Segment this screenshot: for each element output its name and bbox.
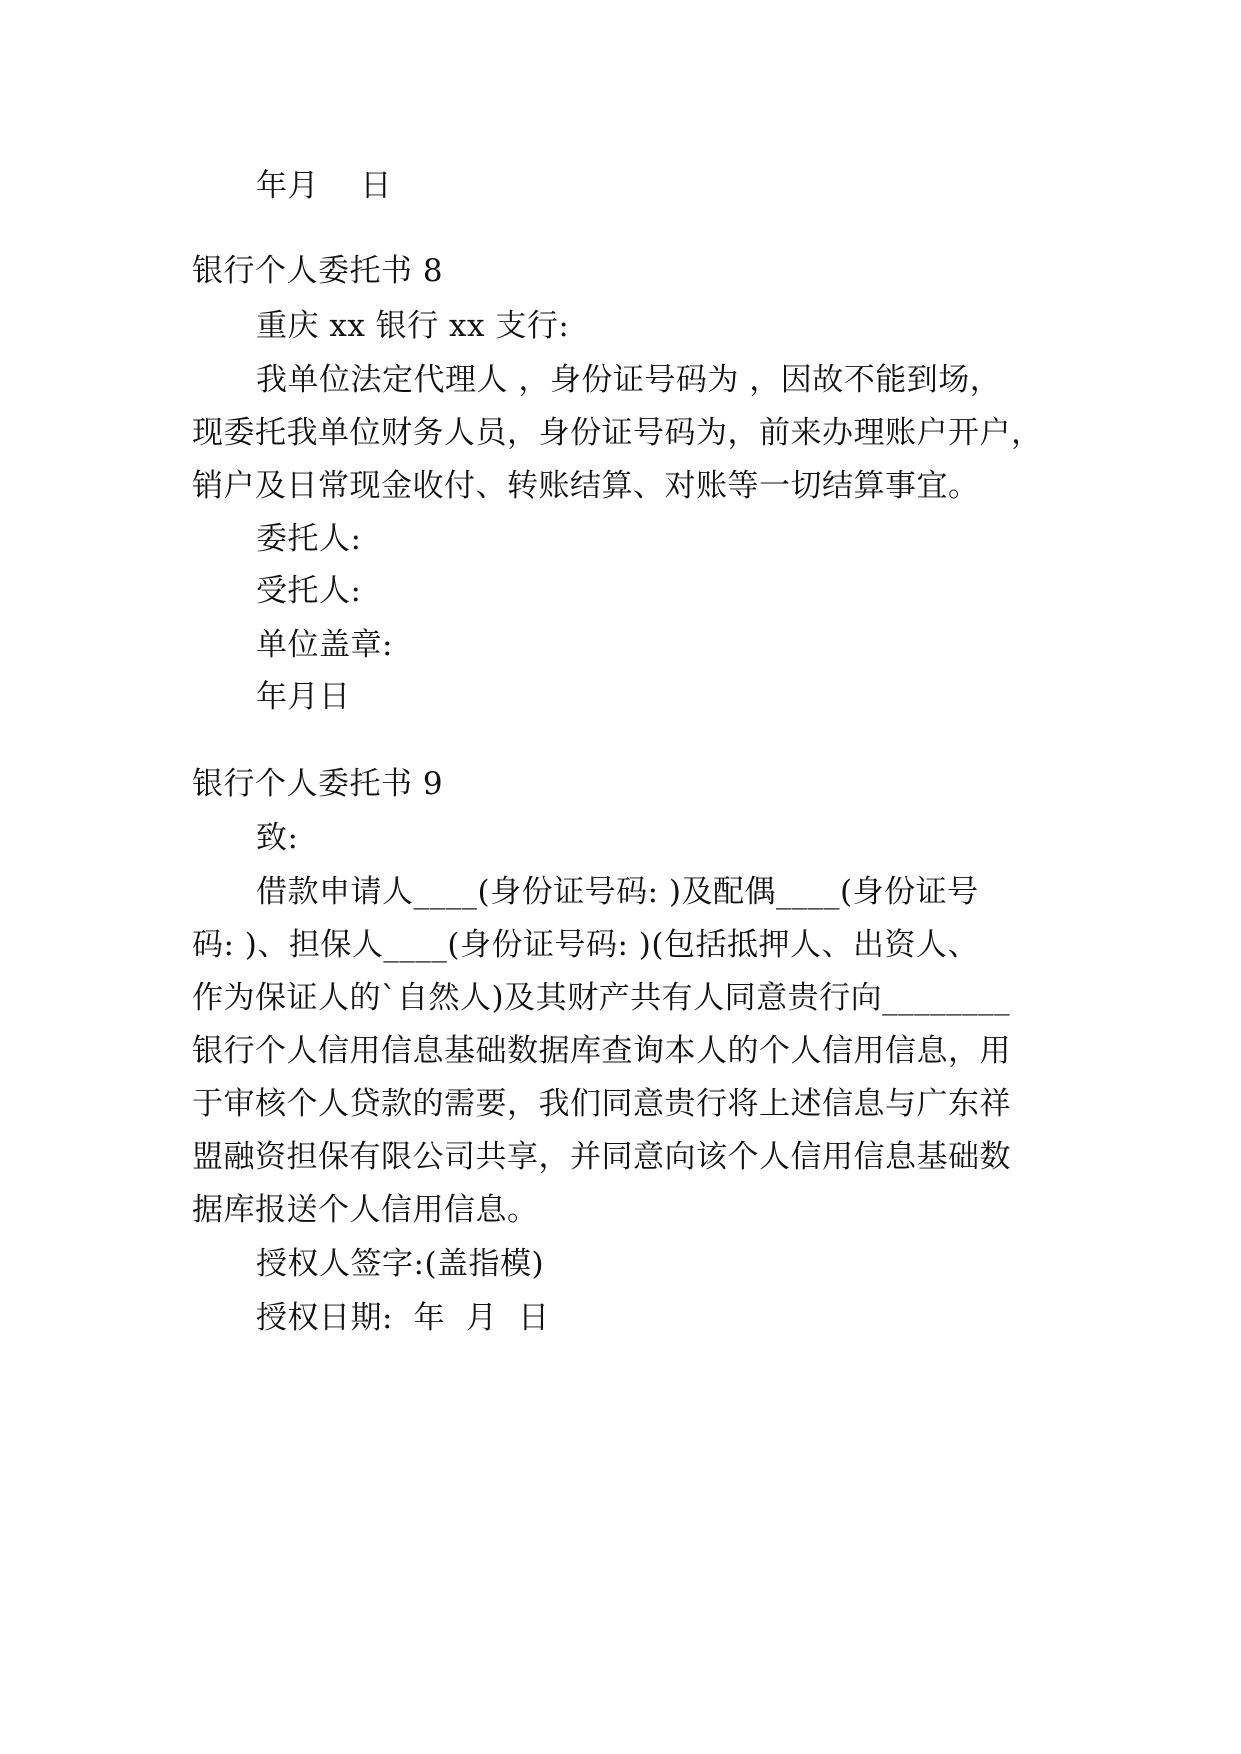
section8-addressee: 重庆 xx 银行 xx 支行: [256, 308, 570, 344]
section8-seal-field: 单位盖章: [256, 627, 393, 663]
section8-body-line-2: 现委托我单位财务人员，身份证号码为，前来办理账户开户， [192, 415, 1043, 451]
section9-heading: 银行个人委托书 9 [192, 766, 444, 802]
section9-addressee: 致: [256, 820, 299, 856]
section9-body-line-6: 盟融资担保有限公司共享，并同意向该个人信用信息基础数 [192, 1139, 1011, 1175]
section9-body-line-1: 借款申请人____(身份证号码: )及配偶____(身份证号 [256, 874, 979, 910]
section8-principal-field: 委托人: [256, 521, 362, 557]
section8-date-field: 年月日 [256, 679, 351, 715]
section9-body-line-4: 银行个人信用信息基础数据库查询本人的个人信用信息，用 [192, 1033, 1011, 1069]
section9-signature-field: 授权人签字:(盖指模) [256, 1246, 545, 1282]
section9-body-line-7: 据库报送个人信用信息。 [192, 1192, 539, 1228]
section9-date-field: 授权日期: 年 月 日 [256, 1300, 550, 1336]
section9-body-line-3: 作为保证人的`自然人)及其财产共有人同意贵行向________ [192, 980, 1011, 1016]
section9-body-line-5: 于审核个人贷款的需要，我们同意贵行将上述信息与广东祥 [192, 1086, 1011, 1122]
section8-heading: 银行个人委托书 8 [192, 253, 444, 289]
section8-body-line-3: 销户及日常现金收付、转账结算、对账等一切结算事宜。 [192, 468, 980, 504]
top-date-line: 年月 日 [256, 168, 392, 204]
section8-body-line-1: 我单位法定代理人 ，身份证号码为 ，因故不能到场， [256, 362, 1002, 398]
section9-body-line-2: 码: )、担保人____(身份证号码: )(包括抵押人、出资人、 [192, 927, 979, 963]
section8-agent-field: 受托人: [256, 573, 362, 609]
